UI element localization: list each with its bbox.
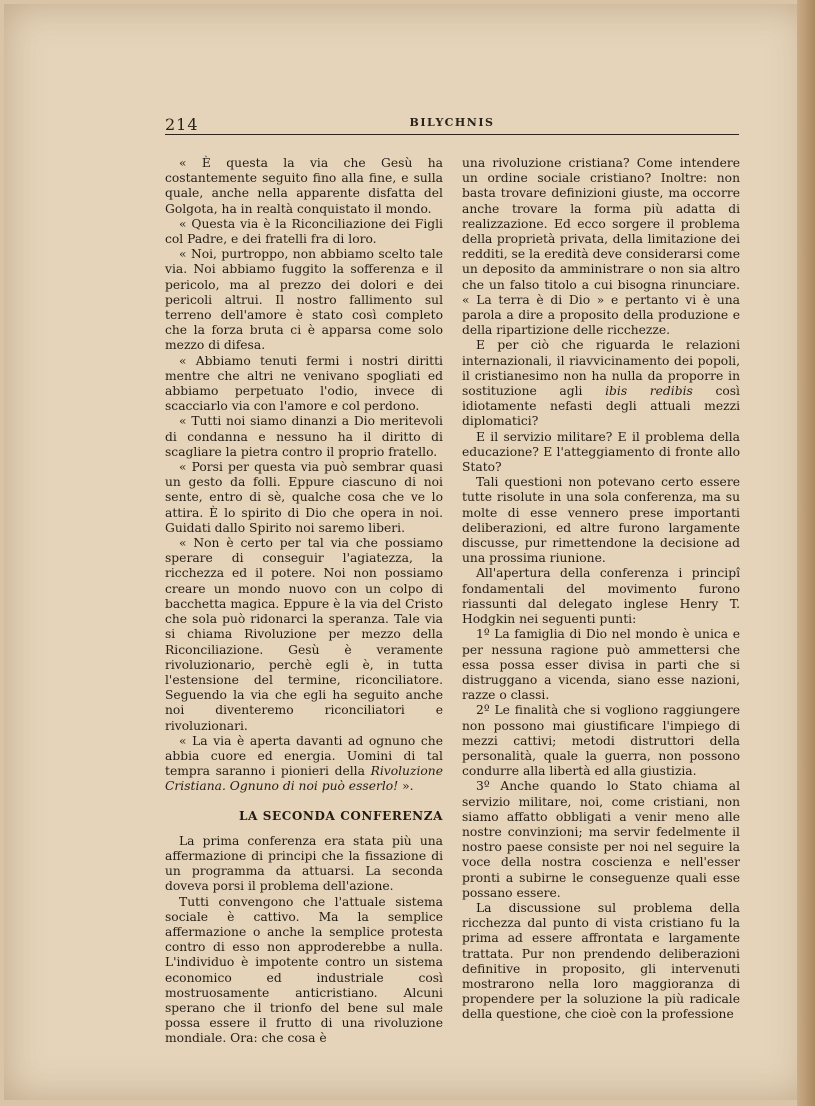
paragraph: « Porsi per questa via può sembrar quasi un gesto da folli. Eppure ciascuno di noi sente, entro di sè, qualche cosa che ve lo attira. È lo spirito di Dio che opera in noi. Guidati dallo Spirito noi saremo liberi.: [165, 460, 443, 535]
paragraph: « Non è certo per tal via che possiamo sperare di conseguir l'agiatezza, la ricchezza ed il potere. Noi non possiamo creare un mondo nuovo con un colpo di bacchetta magica. Eppure è la via del Cristo che sola può ridonarci la speranza. Tale via si chiama Rivoluzione per mezzo della Riconciliazione. Gesù è veramente rivoluzionario, perchè egli è, in tutta l'estensione del termine, riconciliatore. Seguendo la via che egli ha seguito anche noi diventeremo riconciliatori e rivoluzionari.: [165, 536, 443, 733]
quote-italic: Rivoluzione Cristiana. Ognuno di noi può esserlo!: [165, 764, 443, 794]
paragraph: Tutti convengono che l'attuale sistema sociale è cattivo. Ma la semplice affermazione o anche la semplice protesta contro di esso non approderebbe a nulla. L'individuo è impotente contro un sistema economico ed industriale così mostruosamente anticristiano. Alcuni sperano che il trionfo del bene sul male possa essere il frutto di una rivoluzione mondiale. Ora: che cosa è: [165, 894, 443, 1046]
page-number: 214: [165, 115, 199, 134]
paragraph: « Abbiamo tenuti fermi i nostri diritti mentre che altri ne venivano spogliati ed abbiamo perpetuato l'odio, invece di scacciarlo via con l'amore e col perdono.: [165, 353, 443, 414]
quote-text: « La via è aperta davanti ad ognuno che abbia cuore ed energia. Uomini di tal tempra saranno i pionieri della: [165, 733, 443, 779]
paragraph: « È questa la via che Gesù ha costantemente seguito fino alla fine, e sulla quale, anche nella apparente disfatta del Golgota, ha in realtà conquistato il mondo.: [165, 156, 443, 216]
paragraph: « Noi, purtroppo, non abbiamo scelto tale via. Noi abbiamo fuggito la sofferenza e il pericolo, ma al prezzo dei dolori e dei pericoli altrui. Il nostro fallimento sul terreno dell'amore è stato così completo che la forza bruta ci è apparsa come solo mezzo di difesa.: [165, 247, 443, 353]
right-column: [462, 156, 740, 1023]
paragraph: « Questa via è la Riconciliazione dei Figli col Padre, e dei fratelli fra di loro.: [165, 216, 443, 247]
continued-paragraph: una rivoluzione cristiana? Come intendere un ordine sociale cristiano? Inoltre: non basta trovare definizioni giuste, ma occorre anche trovare la forma più adatta di realizzazione. Ed ecco sorgere il problema della proprietà privata, della limitazione dei redditi, se la eredità deve considerarsi come un deposito da amministrare o non sia altro che un falso titolo a cui bisogna rinunciare. « La terra è di Dio » e pertanto vi è una parola a dire a proposito della produzione e della ripartizione delle ricchezze.: [462, 156, 740, 338]
paragraph: La discussione sul problema della ricchezza dal punto di vista cristiano fu la prima ad essere affrontata e largamente trattata. Pur non prendendo deliberazioni definitive in proposito, gli intervenuti mostrarono nella loro maggioranza di propendere per la soluzione la più radicale della questione, che cioè con la professione: [462, 900, 740, 1022]
left-column: [165, 156, 443, 1047]
final-quote-paragraph: [165, 734, 443, 795]
italic-phrase: ibis redibis: [605, 384, 693, 399]
paragraph-ibis: [462, 338, 740, 429]
paragraph: Tali questioni non potevano certo essere tutte risolute in una sola conferenza, ma su molte di esse vennero prese importanti deliberazioni, ed altre furono largamente discusse, pur rimettendone la decisione ad una prossima riunione.: [462, 475, 740, 566]
numbered-point: 2º Le finalità che si vogliono raggiungere non possono mai giustificare l'impiego di mezzi cattivi; metodi distruttori della personalità, quale la guerra, non possono condurre alla libertà ed alla giustizia.: [462, 703, 740, 779]
paragraph-text: E per ciò che riguarda le relazioni internazionali, il riavvicinamento dei popoli, il cristianesimo non ha nulla da proporre in sostituzione agli: [462, 338, 740, 399]
header-rule: [165, 134, 739, 135]
paragraph: E il servizio militare? E il problema della educazione? E l'atteggiamento di fronte allo Stato?: [462, 429, 740, 475]
running-title: BILYCHNIS: [409, 116, 495, 129]
paragraph-text: così idiotamente nefasti degli attuali mezzi diplomatici?: [462, 384, 740, 429]
paragraph: La prima conferenza era stata più una affermazione di principi che la fissazione di un programma da attuarsi. La seconda doveva porsi il problema dell'azione.: [165, 833, 443, 894]
paragraph: All'apertura della conferenza i principî fondamentali del movimento furono riassunti dal delegato inglese Henry T. Hodgkin nei seguenti punti:: [462, 566, 740, 627]
section-heading: LA SECONDA CONFERENZA: [238, 808, 443, 823]
paragraph: « Tutti noi siamo dinanzi a Dio meritevoli di condanna e nessuno ha il diritto di scagliare la pietra contro il proprio fratello.: [165, 414, 443, 459]
numbered-point: 3º Anche quando lo Stato chiama al servizio militare, noi, come cristiani, non siamo affatto obbligati a venir meno alle nostre convinzioni; ma servir fedelmente il nostro paese consiste per noi nel seguire la voce della nostra coscienza e nell'esser pronti a subirne le conseguenze quali esse possano essere.: [462, 779, 740, 900]
page-edge: [797, 0, 815, 1106]
numbered-point: 1º La famiglia di Dio nel mondo è unica e per nessuna ragione può ammettersi che essa possa esser divisa in parti che si distruggano a vicenda, siano esse nazioni, razze o classi.: [462, 627, 740, 703]
quote-closing: ».: [398, 779, 414, 794]
